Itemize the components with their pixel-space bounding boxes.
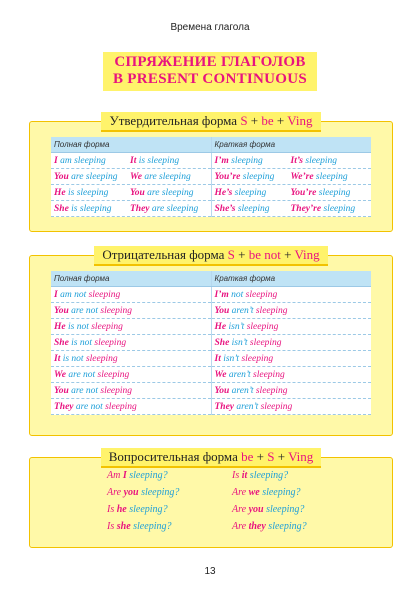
pronoun: You’re <box>214 171 241 182</box>
formula-s: S <box>240 113 248 128</box>
pronoun: It’s <box>290 155 303 166</box>
affirmative-heading <box>29 112 393 132</box>
interrogative-heading <box>29 448 393 468</box>
affirmative-heading-text: Утвердительная форма <box>109 113 238 128</box>
negative-heading-text: Отрицательная форма <box>102 247 225 262</box>
ing-form: sleeping <box>249 470 284 481</box>
pronoun: He’s <box>214 187 233 198</box>
verb: aren’t <box>236 401 259 412</box>
ing-form: sleeping <box>97 369 130 380</box>
be-verb: Am <box>107 470 121 481</box>
pronoun: it <box>241 470 248 481</box>
question <box>107 470 232 487</box>
pronoun: He <box>214 321 227 332</box>
question <box>232 470 357 487</box>
verb: is not <box>71 337 93 348</box>
ing-form: sleeping <box>88 289 121 300</box>
interrogative-heading-text: Вопросительная форма <box>108 449 238 464</box>
be-verb: Are <box>232 504 247 515</box>
formula-ving: Ving <box>287 113 313 128</box>
table-row <box>51 383 371 399</box>
ing-form: sleeping <box>245 289 278 300</box>
be-verb: Is <box>232 470 240 481</box>
verb: sleeping <box>231 155 263 166</box>
formula-be-not: be not <box>248 247 281 262</box>
ing-form: sleeping <box>100 385 133 396</box>
verb: isn’t <box>228 321 245 332</box>
pronoun: you <box>248 504 264 515</box>
formula-plus: + <box>256 449 264 464</box>
interrogative-heading-highlight <box>101 448 322 468</box>
table-row <box>51 169 371 185</box>
verb: is sleeping <box>71 203 112 214</box>
ing-form: sleeping <box>255 305 288 316</box>
full-form-cell <box>51 287 211 303</box>
formula-be: be <box>261 113 274 128</box>
verb: sleeping <box>318 187 351 198</box>
verb: not <box>231 289 244 300</box>
pronoun: they <box>248 521 266 532</box>
verb: sleeping <box>305 155 338 166</box>
short-form-cell <box>211 169 371 185</box>
column-header-full: Полная форма <box>51 271 211 287</box>
be-verb: Are <box>232 487 247 498</box>
ing-form: sleeping <box>141 487 175 498</box>
verb: sleeping <box>315 171 348 182</box>
full-form-cell <box>51 335 211 351</box>
verb: is not <box>62 353 84 364</box>
formula-plus: + <box>276 113 285 128</box>
short-form-cell <box>211 153 371 169</box>
verb: aren’t <box>231 305 254 316</box>
ing-form: sleeping <box>260 401 293 412</box>
question-mark: ? <box>295 487 301 498</box>
full-form-cell <box>51 319 211 335</box>
question <box>232 487 357 504</box>
table-row <box>51 303 371 319</box>
verb: am not <box>60 289 87 300</box>
ing-form: sleeping <box>246 321 279 332</box>
ing-form: sleeping <box>105 401 137 412</box>
verb: is sleeping <box>138 155 180 166</box>
short-form-cell <box>211 303 371 319</box>
pronoun: It <box>214 353 221 364</box>
pronoun: You <box>54 305 69 316</box>
ing-form: sleeping <box>129 504 163 515</box>
verb: aren’t <box>231 385 254 396</box>
list-item <box>107 487 367 504</box>
pronoun: You <box>214 385 230 396</box>
ing-form: sleeping <box>249 337 282 348</box>
question <box>107 521 232 538</box>
short-form-cell <box>211 383 371 399</box>
question <box>107 504 232 521</box>
pronoun: you <box>123 487 139 498</box>
interrogative-section <box>29 448 393 548</box>
verb: are sleeping <box>71 171 118 182</box>
pronoun: You <box>130 187 145 198</box>
full-form-cell <box>51 399 211 415</box>
affirmative-table <box>51 137 371 217</box>
question-list <box>107 470 367 538</box>
formula-be: be <box>241 449 254 464</box>
pronoun: They <box>54 401 74 412</box>
pronoun: You <box>54 171 69 182</box>
table-row <box>51 287 371 303</box>
table-row <box>51 201 371 217</box>
table-row <box>51 399 371 415</box>
pronoun: she <box>116 521 131 532</box>
list-item <box>107 470 367 487</box>
full-form-cell <box>51 169 211 185</box>
negative-section <box>29 246 393 436</box>
question <box>232 504 357 521</box>
list-item <box>107 521 367 538</box>
verb: isn’t <box>231 337 248 348</box>
pronoun: It <box>54 353 61 364</box>
be-verb: Is <box>107 504 115 515</box>
pronoun: They <box>130 203 150 214</box>
pronoun: You’re <box>290 187 317 198</box>
question-mark: ? <box>162 470 168 481</box>
ing-form: sleeping <box>133 521 167 532</box>
full-form-cell <box>51 367 211 383</box>
full-form-cell <box>51 351 211 367</box>
full-form-cell <box>51 201 211 217</box>
verb: isn’t <box>223 353 240 364</box>
short-form-cell <box>211 319 371 335</box>
verb: are sleeping <box>151 203 199 214</box>
ing-form: sleeping <box>241 353 274 364</box>
page-title <box>0 52 420 91</box>
question-mark: ? <box>299 504 305 515</box>
ing-form: sleeping <box>85 353 118 364</box>
verb: am sleeping <box>60 155 106 166</box>
short-form-cell <box>211 287 371 303</box>
pronoun: You <box>214 305 230 316</box>
ing-form: sleeping <box>91 321 123 332</box>
formula-plus: + <box>250 113 259 128</box>
short-form-cell <box>211 351 371 367</box>
be-verb: Are <box>107 487 122 498</box>
ing-form: sleeping <box>268 521 302 532</box>
be-verb: Is <box>107 521 115 532</box>
verb: are sleeping <box>147 187 194 198</box>
verb: are not <box>75 401 103 412</box>
short-form-cell <box>211 367 371 383</box>
ing-form: sleeping <box>100 305 133 316</box>
formula-plus: + <box>238 247 246 262</box>
verb: sleeping <box>237 203 270 214</box>
table-header-row <box>51 271 371 287</box>
short-form-cell <box>211 185 371 201</box>
negative-heading <box>29 246 393 266</box>
full-form-cell <box>51 185 211 201</box>
full-form-cell <box>51 153 211 169</box>
short-form-cell <box>211 399 371 415</box>
short-form-cell <box>211 335 371 351</box>
verb: are not <box>71 305 98 316</box>
question-mark: ? <box>166 521 172 532</box>
title-line-1: СПРЯЖЕНИЕ ГЛАГОЛОВ <box>114 54 306 70</box>
pronoun: We <box>54 369 66 380</box>
question <box>107 487 232 504</box>
table-row <box>51 367 371 383</box>
ing-form: sleeping <box>266 504 300 515</box>
verb: is not <box>67 321 89 332</box>
pronoun: She <box>214 337 230 348</box>
table-row <box>51 185 371 201</box>
formula-plus: + <box>284 247 292 262</box>
pronoun: She’s <box>214 203 236 214</box>
verb: sleeping <box>242 171 275 182</box>
question-mark: ? <box>283 470 289 481</box>
negative-table <box>51 271 371 415</box>
negative-heading-highlight <box>94 246 327 266</box>
question-mark: ? <box>174 487 180 498</box>
list-item <box>107 504 367 521</box>
pronoun: We’re <box>290 171 314 182</box>
pronoun: we <box>248 487 260 498</box>
formula-ving: Ving <box>294 247 320 262</box>
question-mark: ? <box>301 521 307 532</box>
column-header-short: Краткая форма <box>211 137 371 153</box>
table-row <box>51 319 371 335</box>
ing-form: sleeping <box>129 470 163 481</box>
table-row <box>51 351 371 367</box>
verb: sleeping <box>234 187 267 198</box>
verb: are not <box>71 385 98 396</box>
formula-plus: + <box>277 449 286 464</box>
pronoun: They <box>214 401 235 412</box>
pronoun: He <box>54 321 66 332</box>
running-head: Времена глагола <box>170 22 250 33</box>
full-form-cell <box>51 303 211 319</box>
pronoun: She <box>54 203 69 214</box>
pronoun: I’m <box>214 155 229 166</box>
ing-form: sleeping <box>255 385 288 396</box>
table-row <box>51 153 371 169</box>
ing-form: sleeping <box>262 487 296 498</box>
verb: are sleeping <box>144 171 191 182</box>
verb: aren’t <box>228 369 251 380</box>
pronoun: He <box>54 187 66 198</box>
pronoun: I <box>54 155 58 166</box>
pronoun: You <box>54 385 69 396</box>
affirmative-section <box>29 112 393 232</box>
column-header-short: Краткая форма <box>211 271 371 287</box>
pronoun: They’re <box>290 203 322 214</box>
verb: sleeping <box>323 203 356 214</box>
formula-s: S <box>267 449 275 464</box>
table-header-row <box>51 137 371 153</box>
ing-form: sleeping <box>253 369 285 380</box>
question <box>232 521 357 538</box>
formula-ving: Ving <box>288 449 314 464</box>
page-title-highlight <box>103 52 317 91</box>
table-row <box>51 335 371 351</box>
affirmative-heading-highlight <box>101 112 320 132</box>
title-line-2: В PRESENT CONTINUOUS <box>112 71 308 87</box>
pronoun: She <box>54 337 69 348</box>
pronoun: We <box>130 171 142 182</box>
pronoun: We <box>214 369 227 380</box>
pronoun: he <box>116 504 127 515</box>
page-number: 13 <box>204 566 216 577</box>
full-form-cell <box>51 383 211 399</box>
verb: are not <box>68 369 96 380</box>
short-form-cell <box>211 201 371 217</box>
be-verb: Are <box>232 521 247 532</box>
formula-s: S <box>227 247 235 262</box>
verb: is sleeping <box>67 187 109 198</box>
pronoun: I <box>122 470 127 481</box>
pronoun: I <box>54 289 58 300</box>
question-mark: ? <box>162 504 168 515</box>
ing-form: sleeping <box>94 337 127 348</box>
pronoun: I’m <box>214 289 229 300</box>
pronoun: It <box>130 155 137 166</box>
column-header-full: Полная форма <box>51 137 211 153</box>
